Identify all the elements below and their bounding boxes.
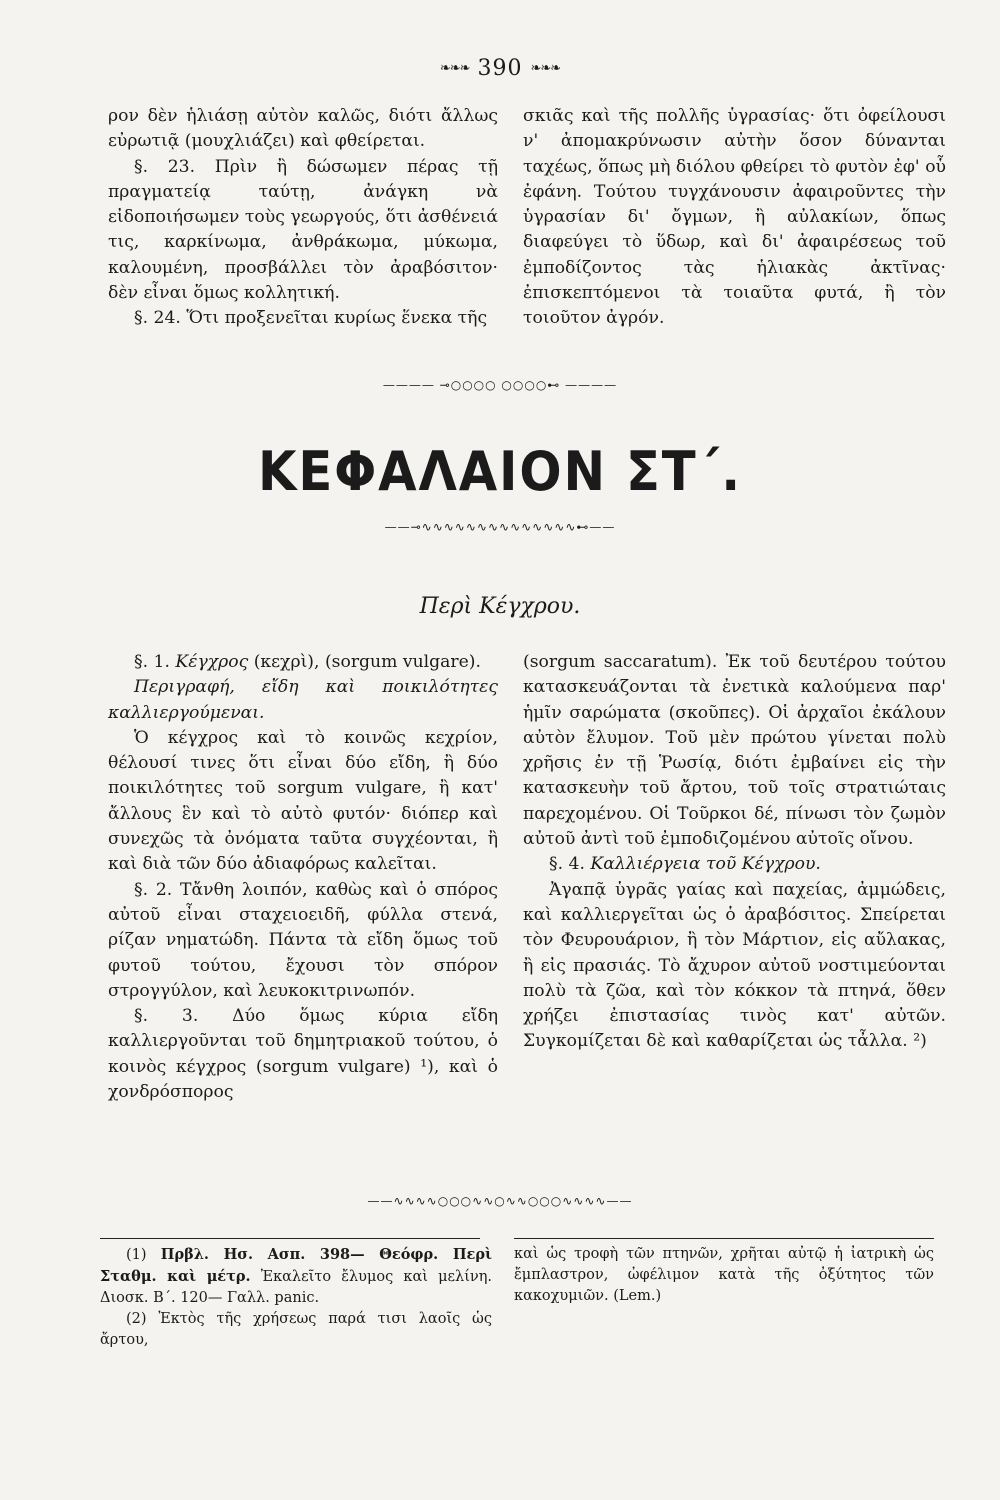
- section-1-heading: Περιγραφή, εἴδη καὶ ποικιλότητες καλλιεργούμεναι.: [108, 677, 498, 723]
- paragraph-section-23: §. 23. Πρὶν ἢ δώσωμεν πέρας τῇ πραγματείᾳ ταύτῃ, ἀνάγκη νὰ εἰδοποιήσωμεν τοὺς γεωργούς, ὅτι ἀσθένειά τις, καρκίνωμα, ἀνθράκωμα, μύκωμα, καλουμένη, προσβάλλει τὸν ἀραβόσιτον· δὲν εἶναι ὅμως κολλητική.: [108, 156, 498, 304]
- footnote-reference: Πρβλ. Ησ. Ασπ. 398— Θεόφρ. Περὶ Σταθμ. καὶ μέτρ.: [100, 1246, 493, 1285]
- section-heading: Καλλιέργεια τοῦ Κέγχρου.: [590, 854, 821, 875]
- page-number: 390: [477, 56, 523, 81]
- paragraph-section-24: §. 24. Ὅτι προξενεῖται κυρίως ἕνεκα τῆς: [134, 308, 488, 329]
- footnote-marker: (1): [126, 1247, 147, 1263]
- paragraph: σκιᾶς καὶ τῆς πολλῆς ὑγρασίας· ὅτι ὀφείλουσι ν' ἀπομακρύνωσιν αὐτὴν ὅσον δύνανται ταχέως, ὅπως μὴ διόλου φθείρει τὸ φυτὸν ἐφ' οὗ ἐφάνη. Τούτου τυγχάνουσιν ἀφαιροῦντες τὴν ὑγρασίαν δι' ὄγμων, ἢ αὐλακίων, ὅπως διαφεύγει τὸ ὕδωρ, καὶ δι' ἀφαιρέσεως τοῦ ἐμποδίζοντος τὰς ἡλιακὰς ἀκτῖνας· ἐπισκεπτόμενοι τὰ τοιαῦτα φυτά, ἢ τὸν τοιοῦτον ἀγρόν.: [523, 106, 946, 329]
- section-1-title: [108, 650, 498, 675]
- body-left-column: [108, 650, 498, 1105]
- paragraph: (sorgum saccaratum). Ἐκ τοῦ δευτέρου τούτου κατασκευάζονται τὰ ἐνετικὰ καλούμενα παρ' ἡμῖν σαρώματα (σκοῦπες). Οἱ ἀρχαῖοι ἐκάλουν αὐτὸν ἔλυμον. Τοῦ μὲν πρώτου γίνεται πολὺ χρῆσις ἐν τῇ Ῥωσίᾳ, διότι ἐμβαίνει εἰς τὴν κατασκευὴν τοῦ ἄρτου, τοῦ τοῖς στρατιώταις παρεχομένου. Οἱ Τοῦρκοι δέ, πίνωσι τὸν ζωμὸν αὐτοῦ ἀντὶ τοῦ ἐμποδιζομένου αὐτοῖς οἴνου.: [523, 652, 946, 850]
- footnote-1: [100, 1244, 492, 1309]
- footnotes-right: [514, 1244, 934, 1307]
- section-4-title: [523, 852, 946, 877]
- ornamental-separator: ——∿∿∿∿○○○∿∿○∿∿○○○∿∿∿∿——: [367, 1194, 633, 1208]
- paragraph: Ὁ κέγχρος καὶ τὸ κοινῶς κεχρίον, θέλουσί τινες ὅτι εἶναι δύο εἴδη, ἢ δύο ποικιλότητες τοῦ sorgum vulgare, ἢ κατ' ἄλλους ἓν καὶ τὸ αὐτὸ φυτόν· διόπερ καὶ συνεχῶς τὰ ὀνόματα ταῦτα συγχέονται, ἢ καὶ διὰ τῶν δύο ἀδιαφόρως καλεῖται.: [108, 727, 498, 875]
- top-right-column: [523, 104, 946, 332]
- section-number: §. 1.: [134, 652, 170, 672]
- paragraph-section-3: §. 3. Δύο ὅμως κύρια εἴδη καλλιεργοῦνται τοῦ δημητριακοῦ τούτου, ὁ κοινὸς κέγχρος (sorgum vulgare) ¹), καὶ ὁ χονδρόσπορος: [108, 1006, 498, 1103]
- section-number: §. 4.: [549, 854, 585, 875]
- body-right-column: [523, 650, 946, 1055]
- top-left-column: [108, 104, 498, 332]
- chapter-subtitle: Περὶ Κέγχρου.: [419, 594, 581, 619]
- ornamental-separator: ———— ⊸○○○○ ○○○○⊷ ————: [382, 378, 618, 392]
- footnotes-left: [100, 1244, 492, 1351]
- paragraph: ρον δὲν ἡλιάσῃ αὐτὸν καλῶς, διότι ἄλλως εὐρωτιᾷ (μουχλιάζει) καὶ φθείρεται.: [108, 106, 498, 152]
- page-header: [0, 56, 1000, 81]
- ornament-right: ❧❧❧: [530, 61, 561, 76]
- ornament-left: ❧❧❧: [439, 61, 470, 76]
- footnote-text: Ἐκτὸς τῆς χρήσεως παρά τισι λαοῖς ὡς ἄρτου,: [100, 1311, 492, 1348]
- footnote-2-continued: καὶ ὡς τροφὴ τῶν πτηνῶν, χρῆται αὐτῷ ἡ ἰατρικὴ ὡς ἔμπλαστρον, ὠφέλιμον κατὰ τῆς ὀξύτητος τῶν κακοχυμιῶν. (Lem.): [514, 1246, 934, 1304]
- footnote-text: Ἐκαλεῖτο ἔλυμος καὶ μελίνη. Διοσκ. Β΄. 120— Γαλλ. panic.: [100, 1269, 493, 1306]
- footnote-2: [100, 1309, 492, 1351]
- footnote-rule: [514, 1238, 934, 1239]
- section-title-rest: (κεχρὶ), (sorgum vulgare).: [248, 652, 481, 672]
- footnote-marker: (2): [126, 1311, 147, 1327]
- paragraph-section-2: §. 2. Τἄνθη λοιπόν, καθὼς καὶ ὁ σπόρος αὐτοῦ εἶναι σταχειοειδῆ, φύλλα στενά, ρίζαν νηματώδη. Πάντα τὰ εἴδη ὅμως τοῦ φυτοῦ τούτου, ἔχουσι τὸν σπόρον στρογγύλον, καὶ λευκοκιτρινωπόν.: [108, 879, 498, 1001]
- footnote-rule: [100, 1238, 480, 1239]
- section-name: Κέγχρος: [175, 652, 249, 672]
- ornamental-separator: ——⊸∿∿∿∿∿∿∿∿∿∿∿∿∿∿⊷——: [384, 520, 616, 534]
- chapter-title: ΚΕΦΑΛΑΙΟΝ ΣΤ΄.: [257, 440, 742, 503]
- paragraph: Ἀγαπᾷ ὑγρᾶς γαίας καὶ παχείας, ἀμμώδεις, καὶ καλλιεργεῖται ὡς ὁ ἀραβόσιτος. Σπείρεται τὸν Φευρουάριον, ἢ τὸν Μάρτιον, εἰς αὔλακας, ἢ εἰς πρασιάς. Τὸ ἄχυρον αὐτοῦ νοστιμεύονται πολὺ τὰ ζῶα, καὶ τὸν κόκκον τὰ πτηνά, ὅθεν χρήζει ἐπιστασίας τινὸς κατ' αὐτῶν. Συγκομίζεται δὲ καὶ καθαρίζεται ὡς τἆλλα. ²): [523, 879, 946, 1052]
